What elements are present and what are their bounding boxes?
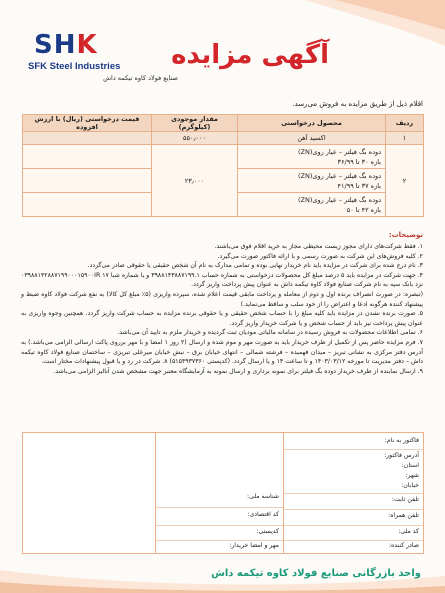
table-row [23, 145, 424, 169]
header-price: قیمت درخواستی (ریال) با ارزش افزوده [23, 115, 152, 132]
header-row-number: ردیف [386, 115, 424, 132]
divider [156, 525, 283, 526]
notes-title: توضیحات: [388, 231, 423, 239]
product-range: بازه ۳۷ تا ۴۱/۹۹ [337, 181, 381, 190]
divider [284, 493, 423, 494]
note-item: ۷. فرم مزایده حاضر پس از تکمیل از طرف خریدار باید به صورت مهر و موم شده و ارسال (۲ روز ۱ امضا و با مهر برروی پاکت ارسالی الزامی می‌باشد.) به آدرس دفتر مرکزی به نشانی تبریز – میدان فهمیده – فرشته شمالی – انتهای خیابان برق – نبش خیابان میرعلی تبریزی – ساختمان صنایع فولاد کاوه تیکمه داش – دفتر مدیریت تا مورخه ۱۴۰۳/۰۳/۱۲ و تا ساعت ۱۴ و یا ارسال گردد. (کدپستی ۵۱۵۴۹۳۷۳۶۰) ۸. شرکت در رد و یا قبول پیشنهادات مختار است. [21, 338, 423, 366]
logo-mark [34, 30, 178, 60]
note-item: ۴. جهت شرکت در مزایده باید ۵ درصد مبلغ کل محصولات درخواستی به شماره حساب ۳۹۸۸۱۴۳۸۸۷۱۹۹.۱ و یا شماره شبا ۰۳۹۸۸۱۴۲۸۸۷۱۹۹۰۰۰۱۵۹۰۰IR ۱۷ نزد بانک سپه به نام شرکت صنایع فولاد کاوه تیکمه داش به عنوان پیش پرداخت واریز گردد. [21, 271, 423, 289]
header-quantity: مقدار موجودی (کیلوگرم) [152, 115, 238, 132]
row-product [238, 169, 386, 193]
logo-company-name: SFK Steel Industries [28, 61, 121, 72]
note-item: ۶. تمامی اطلاعات محصولات به فروش رسیده در سامانه مالیاتی مودیان ثبت گردیده و خریدار ملزم به تایید آن می‌باشد. [117, 329, 423, 337]
buyer-form-right-column [283, 433, 423, 553]
economic-code-field[interactable]: کد اقتصادی: [247, 511, 279, 518]
city-field[interactable]: شهر: [405, 472, 419, 479]
table-row [23, 132, 424, 145]
row-price-input[interactable] [23, 145, 152, 169]
row-product [238, 193, 386, 217]
product-line: دوده بگ فیلتر – عیار روی(ZN) [297, 195, 381, 204]
divider [284, 540, 423, 541]
intro-text: اقلام ذیل از طریق مزایده به فروش می‌رسد. [292, 100, 423, 108]
province-field[interactable]: استان: [401, 462, 419, 469]
logo-letter-s: S [34, 30, 52, 60]
page-title: آگهی مزایده [171, 40, 329, 70]
note-item: (تبصره: در صورت انصراف برنده اول و دوم از معامله و پرداخت مابقی قیمت اعلام شده، سپرده واریزی (۵٪ مبلغ کل کالا) به نفع شرکت فولاد کاوه ضبط و پیشنهاد کننده هرگونه ادعا و اعتراض را از خود سلب و ساقط می‌نماید.) [21, 290, 423, 308]
row-number: ۲ [386, 145, 424, 217]
company-logo [28, 30, 178, 90]
note-item: ۹. ارسال نماینده از طرف خریدار دوده بگ فیلتر برای نمونه برداری و ارسال نمونه به آزمایشگاه معتبر جهت مشخص شدن آنالیز الزامی می‌باشد. [53, 367, 423, 375]
product-range: بازه ۴۲ تا ۵۰ [346, 205, 381, 214]
header [0, 0, 445, 98]
row-quantity: ۲۳٫۰۰۰ [152, 145, 238, 217]
national-code-field[interactable]: کد ملی: [398, 528, 419, 535]
invoice-name-field[interactable]: فاکتور به نام: [384, 437, 419, 444]
row-product [238, 145, 386, 169]
row-price-input[interactable] [23, 193, 152, 217]
logo-letter-k: K [76, 30, 96, 60]
divider [284, 525, 423, 526]
invoice-address-field[interactable]: آدرس فاکتور: [384, 452, 419, 459]
notes-list [21, 242, 423, 376]
note-item: ۳. نام درج شده برای شرکت در مزایده باید نام خریدار نهایی بوده و تمامی مدارک به نام آن شخص حقیقی یا حقوقی صادر می‌گردد. [87, 262, 423, 270]
divider [156, 507, 283, 508]
mobile-field[interactable]: تلفن همراه: [388, 512, 419, 519]
note-item: ۵. صورت برنده نشدن در مزایده باید کلیه مبلغ را با حساب شخص حقیقی و یا حقوقی برنده مزایده به حساب شرکت واریز گردد. همچنین وجوه واریزی به عنوان پیش پرداخت نیز باید از حساب شخص و یا شرکت خریدار واریز گردد. [21, 310, 423, 327]
issuer-field[interactable]: صادر کننده: [388, 542, 419, 549]
logo-letter-h: H [53, 30, 75, 60]
note-item: ۲. کلیه فروش‌های این شرکت به صورت رسمی و با ارائه فاکتور صورت می‌گیرد. [217, 252, 423, 260]
items-table [22, 114, 424, 217]
row-product: اکسید آهن [238, 132, 386, 145]
buyer-form-middle-column [155, 433, 283, 553]
table-header-row [23, 115, 424, 132]
street-field[interactable]: خیابان: [401, 482, 419, 489]
note-item: ۱. فقط شرکت‌های دارای مجوز زیست محیطی مجاز به خرید اقلام فوق می‌باشند. [214, 243, 423, 250]
header-product: محصول درخواستی [238, 115, 386, 132]
row-quantity: ۵۵۰٫۰۰۰ [152, 132, 238, 145]
footer-text: واحد بازرگانی صنایع فولاد کاوه تیکمه داش [211, 568, 421, 579]
product-line: دوده بگ فیلتر – عیار روی(ZN) [297, 147, 381, 156]
buyer-signature-field[interactable]: مهر و امضا خریدار: [229, 542, 279, 549]
landline-field[interactable]: تلفن ثابت: [391, 496, 419, 503]
divider [284, 509, 423, 510]
postal-code-field[interactable]: کدپستی: [256, 528, 279, 535]
logo-company-subtitle: صنایع فولاد کاوه تیکمه داش [103, 74, 178, 82]
product-line: دوده بگ فیلتر – عیار روی(ZN) [297, 171, 381, 180]
buyer-form-left-column [23, 433, 155, 553]
product-range: بازه ۳۰ تا ۳۶/۹۹ [337, 157, 381, 166]
national-id-field[interactable]: شناسه ملی: [246, 493, 279, 500]
row-number: ۱ [386, 132, 424, 145]
row-price-input[interactable] [23, 132, 152, 145]
divider [156, 540, 283, 541]
divider [284, 449, 423, 450]
buyer-form [22, 432, 424, 554]
row-price-input[interactable] [23, 169, 152, 193]
